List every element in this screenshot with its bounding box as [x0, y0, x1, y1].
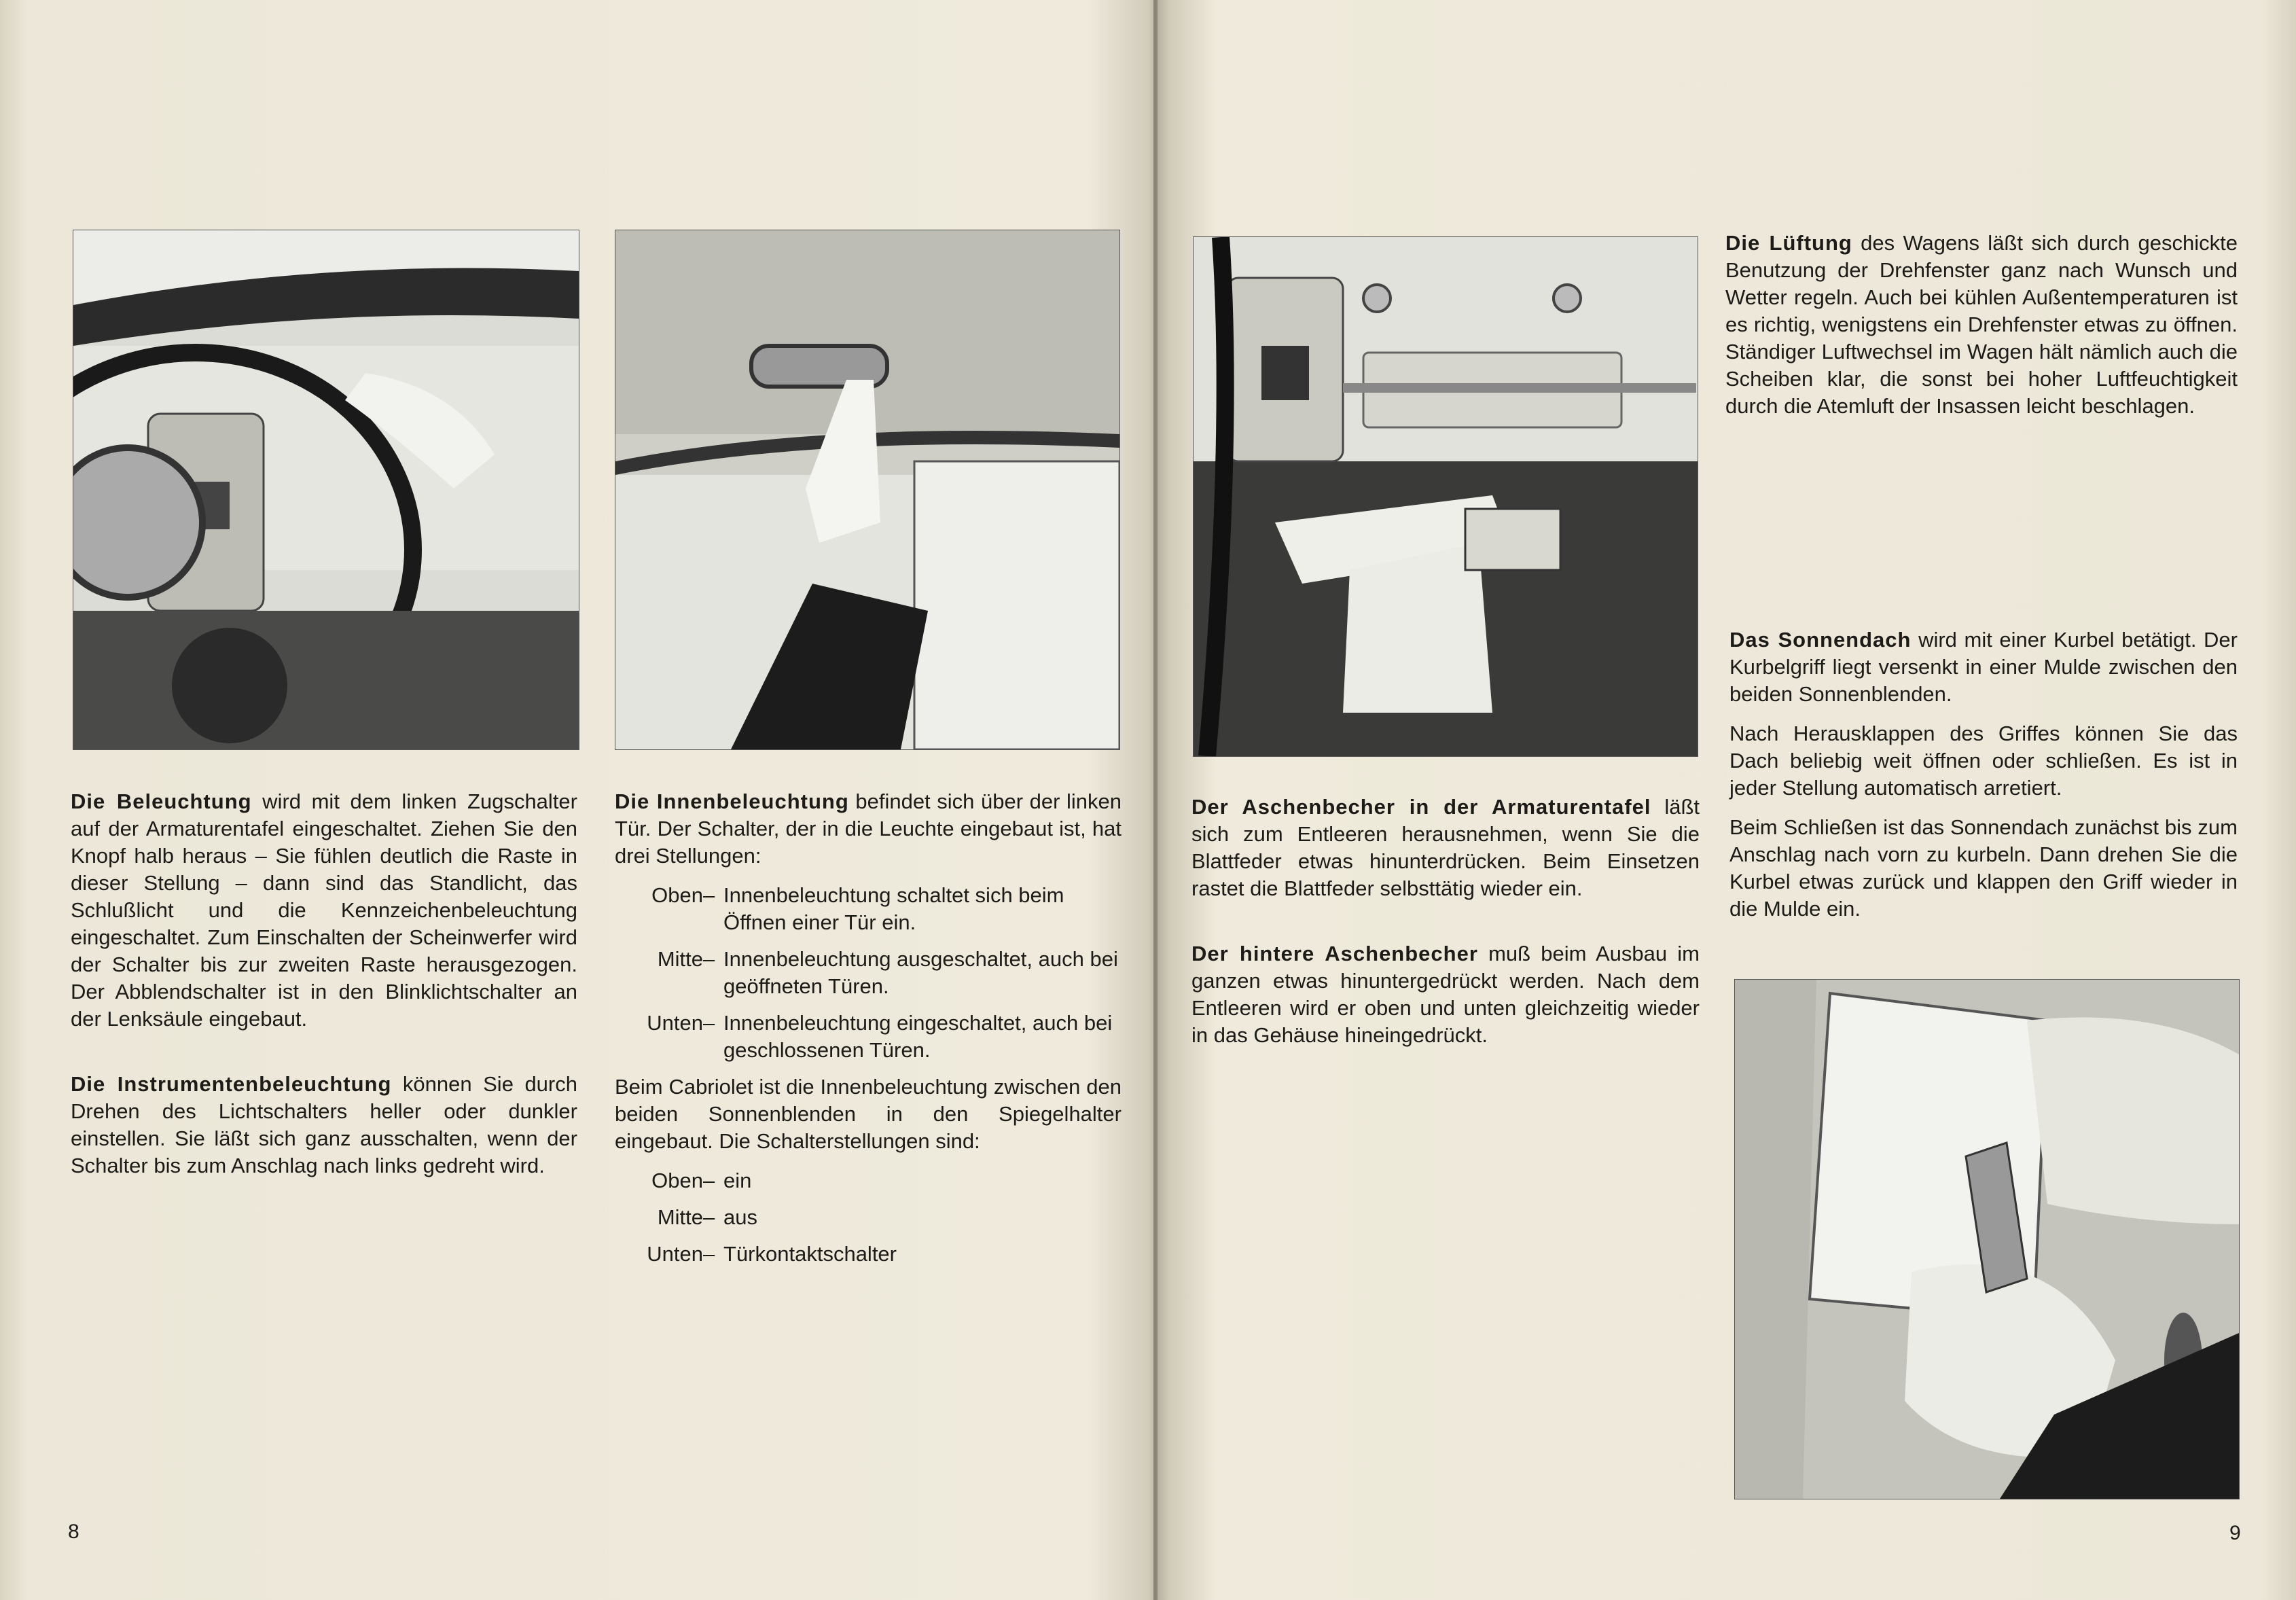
option-text: ein: [723, 1169, 752, 1192]
heading-innenbeleuchtung: Die Innenbeleuchtung: [615, 789, 849, 813]
option-label: Oben: [651, 1169, 703, 1192]
heading-hinterer-aschenbecher: Der hintere Aschenbecher: [1191, 942, 1478, 965]
left-col2-text: [615, 788, 1122, 1277]
option-mitte: [615, 946, 1122, 1000]
paragraph-lueftung: [1725, 230, 2238, 420]
option-unten: [615, 1010, 1122, 1064]
dash: –: [703, 1205, 715, 1229]
option-unten: [615, 1241, 1122, 1268]
dash: –: [703, 1011, 715, 1035]
cabriolet-switch-list: [615, 1167, 1122, 1268]
paragraph-instrumentenbeleuchtung: [71, 1071, 577, 1179]
option-label: Mitte: [657, 947, 703, 971]
body-lueftung: des Wagens läßt sich durch geschickte Benutzung der Drehfenster ganz nach Wunsch und Wetter regeln. Auch bei kühlen Außentemperaturen ist es richtig, wenigstens ein Drehfenster etwas zu öffnen. Ständiger Luftwechsel im Wagen hält nämlich auch die Scheiben klar, die sonst bei hoher Luftfeuchtigkeit durch die Atemluft der Insassen leicht beschlagen.: [1725, 231, 2238, 418]
option-label: Unten: [647, 1242, 703, 1266]
paragraph-cabriolet: Beim Cabriolet ist die Innenbeleuchtung zwischen den beiden Sonnenblenden in den Spiegelhalter eingebaut. Die Schalterstellungen sind:: [615, 1075, 1122, 1153]
dash: –: [703, 1169, 715, 1192]
left-col1-text: [71, 788, 577, 1192]
photo-dashboard-light-switch: [73, 230, 579, 750]
body-innenbeleuchtung: befindet sich über der linken Tür. Der Schalter, der in die Leuchte eingebaut ist, hat drei Stellungen:: [615, 789, 1122, 868]
option-text: Türkontaktschalter: [723, 1242, 897, 1266]
heading-aschenbecher-armaturentafel: Der Aschenbecher in der Armaturentafel: [1191, 795, 1651, 819]
right-col2-text: [1725, 230, 2238, 432]
right-col2-sunroof-text: [1729, 626, 2238, 935]
body-sonnendach: wird mit einer Kurbel betätigt. Der Kurbelgriff liegt versenkt in einer Mulde zwischen den beiden Sonnenblenden.: [1729, 628, 2238, 706]
paragraph-innenbeleuchtung: [615, 788, 1122, 870]
body-instrumentenbeleuchtung: können Sie durch Drehen des Lichtschalters heller oder dunkler einstellen. Sie läßt sich ganz ausschalten, wenn der Schalter bis zum Anschlag nach links gedreht wird.: [71, 1072, 577, 1177]
paragraph-sonnendach: [1729, 626, 2238, 708]
option-text: Innenbeleuchtung schaltet sich beim Öffnen einer Tür ein.: [723, 883, 1064, 934]
photo-dashboard-ashtray: [1193, 236, 1698, 757]
option-label: Mitte: [657, 1205, 703, 1229]
paragraph-beleuchtung: [71, 788, 577, 1033]
paragraph-sonnendach-oeffnen: Nach Herausklappen des Griffes können Sie das Dach beliebig weit öffnen oder schließen. Es ist in jeder Stellung automatisch arretiert.: [1729, 722, 2238, 800]
dash: –: [703, 883, 715, 907]
option-text: aus: [723, 1205, 757, 1229]
option-mitte: [615, 1204, 1122, 1231]
paragraph-aschenbecher-armaturentafel: [1191, 794, 1700, 902]
option-label: Unten: [647, 1011, 703, 1035]
page-number: 9: [2229, 1522, 2241, 1544]
paragraph-hinterer-aschenbecher: [1191, 940, 1700, 1049]
body-beleuchtung: wird mit dem linken Zugschalter auf der Armaturentafel eingeschaltet. Ziehen Sie den Knopf halb heraus – Sie fühlen deutlich die Raste in dieser Stellung – dann sind das Standlicht, das Schlußlicht und die Kennzeichenbeleuchtung eingeschaltet. Zum Einschalten der Scheinwerfer wird der Schalter bis zur zweiten Raste herausgezogen. Der Abblendschalter ist in den Blinklichtschalter an der Lenksäule eingebaut.: [71, 789, 577, 1031]
right-page: [1158, 0, 2296, 1600]
body-aschenbecher-armaturentafel: läßt sich zum Entleeren herausnehmen, wenn Sie die Blattfeder etwas hinunterdrücken. Beim Einsetzen rastet die Blattfeder selbsttätig wieder ein.: [1191, 795, 1700, 900]
photo-interior-light: [615, 230, 1120, 750]
body-hinterer-aschenbecher: muß beim Ausbau im ganzen etwas hinuntergedrückt werden. Nach dem Entleeren wird er oben und unten gleichzeitig wieder in das Gehäuse hineingedrückt.: [1191, 942, 1700, 1047]
option-label: Oben: [651, 883, 703, 907]
heading-instrumentenbeleuchtung: Die Instrumentenbeleuchtung: [71, 1072, 392, 1096]
option-text: Innenbeleuchtung eingeschaltet, auch bei geschlossenen Türen.: [723, 1011, 1113, 1062]
heading-beleuchtung: Die Beleuchtung: [71, 789, 252, 813]
photo-sunroof-crank: [1734, 979, 2240, 1499]
dash: –: [703, 1242, 715, 1266]
option-oben: [615, 882, 1122, 936]
switch-positions-list: [615, 882, 1122, 1064]
heading-sonnendach: Das Sonnendach: [1729, 628, 1912, 652]
option-oben: [615, 1167, 1122, 1194]
heading-lueftung: Die Lüftung: [1725, 231, 1852, 255]
option-text: Innenbeleuchtung ausgeschaltet, auch bei geöffneten Türen.: [723, 947, 1118, 998]
dash: –: [703, 947, 715, 971]
right-col1-text: [1191, 794, 1700, 1061]
page-number: 8: [68, 1521, 79, 1543]
paragraph-sonnendach-schliessen: Beim Schließen ist das Sonnendach zunächst bis zum Anschlag nach vorn zu kurbeln. Dann drehen Sie die Kurbel etwas zurück und klappen den Griff wieder in die Mulde ein.: [1729, 815, 2238, 921]
